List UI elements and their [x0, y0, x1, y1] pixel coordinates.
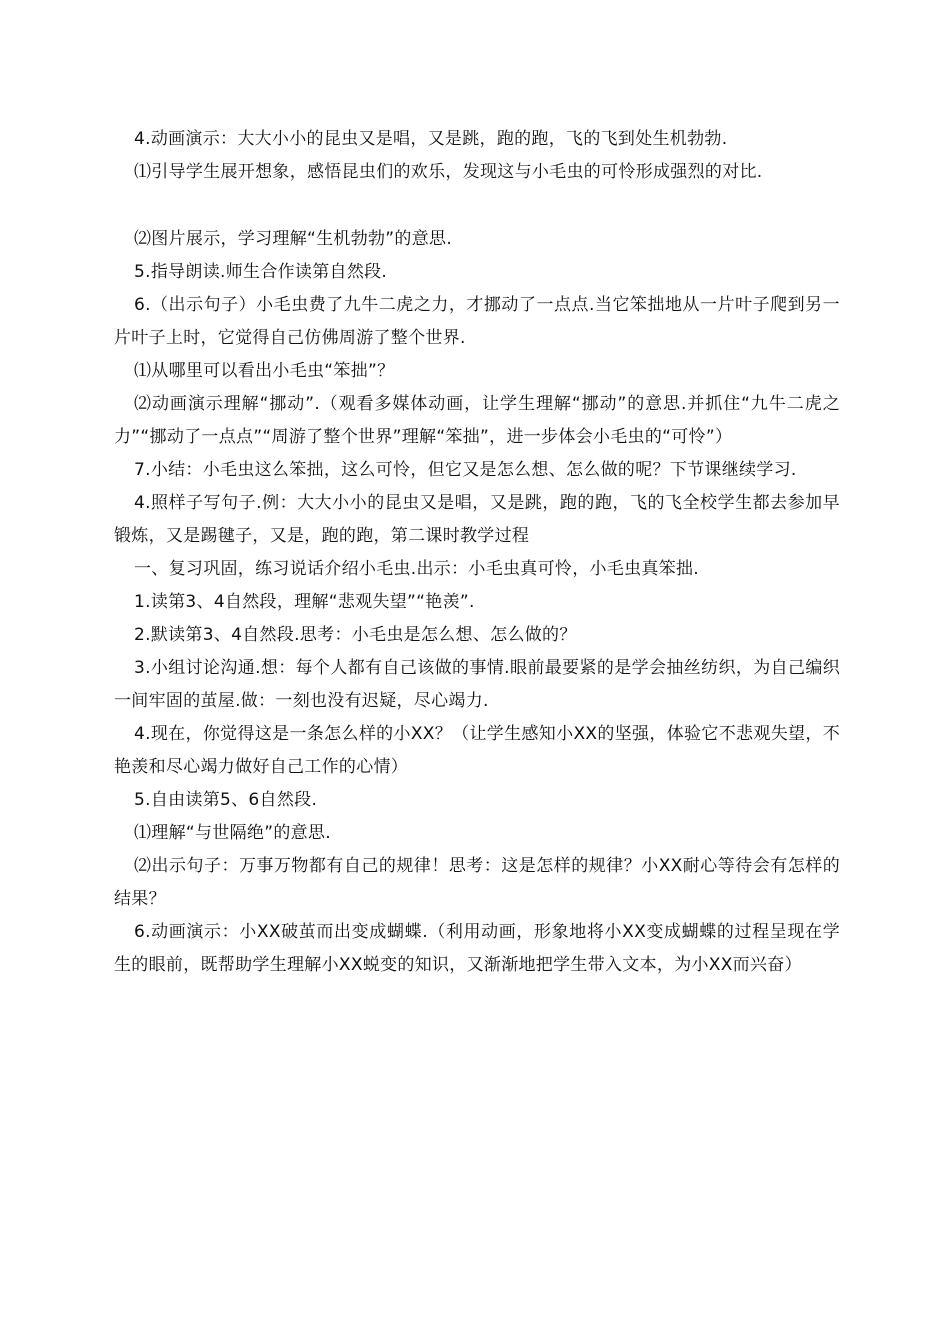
paragraph-group-discussion: 3.小组讨论沟通.想：每个人都有自己该做的事情.眼前最要紧的是学会抽丝纺织，为自己编织一间牢固的茧屋.做：一刻也没有迟疑，尽心竭力. [114, 658, 840, 711]
paragraph-law-sentence: ⑵出示句子：万事万物都有自己的规律！思考：这是怎样的规律？小XX耐心等待会有怎样的结果？ [114, 856, 840, 909]
paragraph-write-sentence: 4.照样子写句子.例：大大小小的昆虫又是唱，又是跳，跑的跑，飞的飞全校学生都去参加早锻炼，又是踢毽子，又是，跑的跑，第二课时教学过程 [114, 493, 840, 546]
paragraph-review-heading: 一、复习巩固，练习说话介绍小毛虫.出示：小毛虫真可怜，小毛虫真笨拙. [134, 559, 700, 579]
paragraph-isolated-meaning: ⑴理解“与世隔绝”的意思. [134, 823, 331, 843]
paragraph-imagination-guide: ⑴引导学生展开想象，感悟昆虫们的欢乐，发现这与小毛虫的可怜形成强烈的对比. [134, 162, 763, 182]
document-body [114, 123, 840, 982]
paragraph-guided-reading: 5.指导朗读.师生合作读第自然段. [134, 262, 388, 282]
paragraph-butterfly-animation: 6.动画演示：小XX破茧而出变成蝴蝶.（利用动画，形象地将小XX变成蝴蝶的过程呈现在学生的眼前，既帮助学生理解小XX蜕变的知识，又渐渐地把学生带入文本，为小XX而兴奋） [114, 922, 840, 975]
paragraph-read-3-4: 1.读第3、4自然段，理解“悲观失望”“艳羡”. [134, 592, 475, 612]
paragraph-summary: 7.小结：小毛虫这么笨拙，这么可怜，但它又是怎么想、怎么做的呢？下节课继续学习. [134, 460, 797, 480]
paragraph-animation-demo: 4.动画演示：大大小小的昆虫又是唱，又是跳，跑的跑，飞的飞到处生机勃勃. [134, 129, 728, 149]
paragraph-free-read: 5.自由读第5、6自然段. [134, 790, 318, 810]
paragraph-picture-display: ⑵图片展示，学习理解“生机勃勃”的意思. [134, 229, 453, 249]
paragraph-show-sentence: 6.（出示句子）小毛虫费了九牛二虎之力，才挪动了一点点.当它笨拙地从一片叶子爬到另一片叶子上时，它觉得自己仿佛周游了整个世界. [114, 295, 840, 348]
paragraph-clumsy-question: ⑴从哪里可以看出小毛虫“笨拙”？ [134, 361, 395, 381]
paragraph-move-animation: ⑵动画演示理解“挪动”.（观看多媒体动画，让学生理解“挪动”的意思.并抓住“九牛二虎之力”“挪动了一点点”“周游了整个世界”理解“笨拙”，进一步体会小毛虫的“可怜”） [114, 394, 840, 447]
paragraph-what-kind: 4.现在，你觉得这是一条怎么样的小XX？（让学生感知小XX的坚强，体验它不悲观失望，不艳羡和尽心竭力做好自己工作的心情） [114, 724, 840, 777]
paragraph-silent-read: 2.默读第3、4自然段.思考：小毛虫是怎么想、怎么做的？ [134, 625, 577, 645]
